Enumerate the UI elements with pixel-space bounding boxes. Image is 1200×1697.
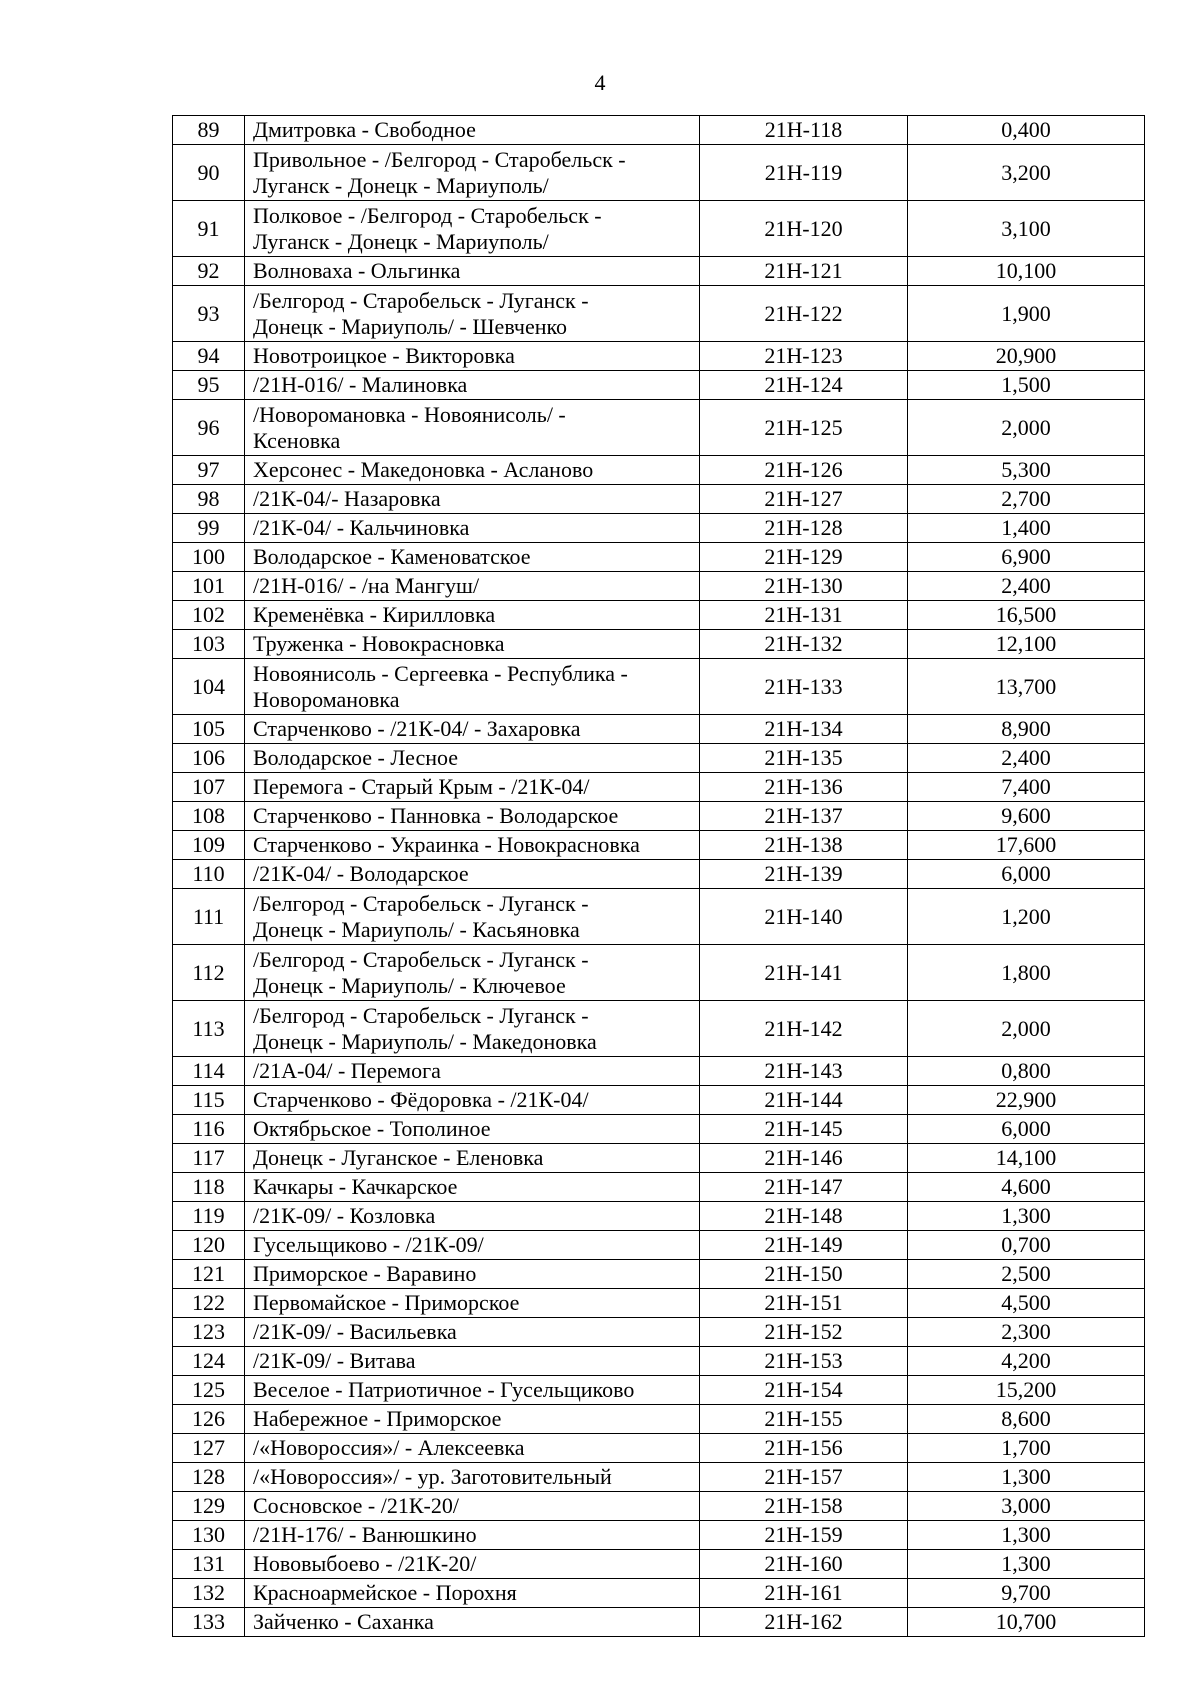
- road-name-cell: Дмитровка - Свободное: [245, 116, 700, 145]
- road-code-cell: 21Н-148: [700, 1202, 908, 1231]
- road-length-cell: 1,300: [908, 1550, 1145, 1579]
- row-number-cell: 108: [173, 802, 245, 831]
- road-code-cell: 21Н-121: [700, 257, 908, 286]
- road-length-cell: 15,200: [908, 1376, 1145, 1405]
- road-name-cell: Октябрьское - Тополиное: [245, 1115, 700, 1144]
- table-row: [173, 831, 1145, 860]
- road-code-cell: 21Н-160: [700, 1550, 908, 1579]
- table-row: [173, 1463, 1145, 1492]
- row-number-cell: 118: [173, 1173, 245, 1202]
- road-length-cell: 2,000: [908, 400, 1145, 456]
- table-row: [173, 715, 1145, 744]
- roads-table-body: [173, 116, 1145, 1637]
- road-code-cell: 21Н-143: [700, 1057, 908, 1086]
- road-length-cell: 1,300: [908, 1202, 1145, 1231]
- table-row: [173, 773, 1145, 802]
- road-name-cell: /«Новороссия»/ - Алексеевка: [245, 1434, 700, 1463]
- road-name-cell: Волноваха - Ольгинка: [245, 257, 700, 286]
- table-row: [173, 1086, 1145, 1115]
- table-row: [173, 1144, 1145, 1173]
- road-code-cell: 21Н-132: [700, 630, 908, 659]
- road-code-cell: 21Н-120: [700, 201, 908, 257]
- page-number: 4: [594, 70, 606, 95]
- road-name-cell: /«Новороссия»/ - ур. Заготовительный: [245, 1463, 700, 1492]
- table-row: [173, 1521, 1145, 1550]
- road-length-cell: 1,900: [908, 286, 1145, 342]
- road-length-cell: 1,800: [908, 945, 1145, 1001]
- road-length-cell: 2,400: [908, 744, 1145, 773]
- road-length-cell: 1,500: [908, 371, 1145, 400]
- table-row: [173, 1550, 1145, 1579]
- road-name-cell: Полковое - /Белгород - Старобельск - Луганск - Донецк - Мариуполь/: [245, 201, 700, 257]
- road-length-cell: 1,200: [908, 889, 1145, 945]
- road-length-cell: 6,000: [908, 860, 1145, 889]
- road-length-cell: 0,400: [908, 116, 1145, 145]
- row-number-cell: 107: [173, 773, 245, 802]
- table-row: [173, 860, 1145, 889]
- road-name-cell: /21А-04/ - Перемога: [245, 1057, 700, 1086]
- road-name-cell: Старченково - /21К-04/ - Захаровка: [245, 715, 700, 744]
- table-row: [173, 1057, 1145, 1086]
- table-row: [173, 116, 1145, 145]
- table-row: [173, 1347, 1145, 1376]
- road-name-cell: /21К-09/ - Витава: [245, 1347, 700, 1376]
- road-length-cell: 1,300: [908, 1463, 1145, 1492]
- road-name-cell: Зайченко - Саханка: [245, 1608, 700, 1637]
- road-length-cell: 10,700: [908, 1608, 1145, 1637]
- road-code-cell: 21Н-135: [700, 744, 908, 773]
- table-row: [173, 257, 1145, 286]
- row-number-cell: 96: [173, 400, 245, 456]
- road-code-cell: 21Н-123: [700, 342, 908, 371]
- road-length-cell: 1,700: [908, 1434, 1145, 1463]
- road-length-cell: 14,100: [908, 1144, 1145, 1173]
- road-length-cell: 9,600: [908, 802, 1145, 831]
- road-name-cell: Перемога - Старый Крым - /21К-04/: [245, 773, 700, 802]
- row-number-cell: 90: [173, 145, 245, 201]
- road-name-cell: Новотроицкое - Викторовка: [245, 342, 700, 371]
- road-code-cell: 21Н-122: [700, 286, 908, 342]
- table-row: [173, 342, 1145, 371]
- road-length-cell: 20,900: [908, 342, 1145, 371]
- road-name-cell: /Белгород - Старобельск - Луганск - Донецк - Мариуполь/ - Шевченко: [245, 286, 700, 342]
- row-number-cell: 89: [173, 116, 245, 145]
- road-name-cell: /21К-04/- Назаровка: [245, 485, 700, 514]
- road-code-cell: 21Н-150: [700, 1260, 908, 1289]
- road-code-cell: 21Н-147: [700, 1173, 908, 1202]
- road-name-cell: Гусельщиково - /21К-09/: [245, 1231, 700, 1260]
- row-number-cell: 109: [173, 831, 245, 860]
- row-number-cell: 101: [173, 572, 245, 601]
- road-length-cell: 6,900: [908, 543, 1145, 572]
- road-name-cell: /21К-04/ - Володарское: [245, 860, 700, 889]
- table-row: [173, 145, 1145, 201]
- road-code-cell: 21Н-162: [700, 1608, 908, 1637]
- road-name-cell: Херсонес - Македоновка - Асланово: [245, 456, 700, 485]
- road-code-cell: 21Н-155: [700, 1405, 908, 1434]
- road-name-cell: Привольное - /Белгород - Старобельск - Луганск - Донецк - Мариуполь/: [245, 145, 700, 201]
- row-number-cell: 97: [173, 456, 245, 485]
- row-number-cell: 130: [173, 1521, 245, 1550]
- row-number-cell: 126: [173, 1405, 245, 1434]
- road-code-cell: 21Н-145: [700, 1115, 908, 1144]
- road-name-cell: Набережное - Приморское: [245, 1405, 700, 1434]
- road-name-cell: Старченково - Панновка - Володарское: [245, 802, 700, 831]
- row-number-cell: 102: [173, 601, 245, 630]
- road-name-cell: /21К-09/ - Козловка: [245, 1202, 700, 1231]
- row-number-cell: 94: [173, 342, 245, 371]
- road-code-cell: 21Н-118: [700, 116, 908, 145]
- road-length-cell: 17,600: [908, 831, 1145, 860]
- road-length-cell: 16,500: [908, 601, 1145, 630]
- road-name-cell: Первомайское - Приморское: [245, 1289, 700, 1318]
- table-row: [173, 201, 1145, 257]
- road-length-cell: 12,100: [908, 630, 1145, 659]
- road-name-cell: /Белгород - Старобельск - Луганск - Донецк - Мариуполь/ - Ключевое: [245, 945, 700, 1001]
- road-code-cell: 21Н-141: [700, 945, 908, 1001]
- row-number-cell: 122: [173, 1289, 245, 1318]
- row-number-cell: 119: [173, 1202, 245, 1231]
- road-code-cell: 21Н-151: [700, 1289, 908, 1318]
- road-code-cell: 21Н-139: [700, 860, 908, 889]
- road-name-cell: Сосновское - /21К-20/: [245, 1492, 700, 1521]
- road-name-cell: /Белгород - Старобельск - Луганск - Донецк - Мариуполь/ - Македоновка: [245, 1001, 700, 1057]
- road-code-cell: 21Н-133: [700, 659, 908, 715]
- road-code-cell: 21Н-129: [700, 543, 908, 572]
- road-code-cell: 21Н-131: [700, 601, 908, 630]
- row-number-cell: 113: [173, 1001, 245, 1057]
- road-name-cell: Кременёвка - Кирилловка: [245, 601, 700, 630]
- row-number-cell: 129: [173, 1492, 245, 1521]
- table-row: [173, 1376, 1145, 1405]
- table-row: [173, 1289, 1145, 1318]
- table-row: [173, 371, 1145, 400]
- road-name-cell: Старченково - Фёдоровка - /21К-04/: [245, 1086, 700, 1115]
- road-name-cell: Качкары - Качкарское: [245, 1173, 700, 1202]
- row-number-cell: 95: [173, 371, 245, 400]
- road-name-cell: /21Н-016/ - Малиновка: [245, 371, 700, 400]
- row-number-cell: 127: [173, 1434, 245, 1463]
- row-number-cell: 132: [173, 1579, 245, 1608]
- road-length-cell: 2,000: [908, 1001, 1145, 1057]
- road-code-cell: 21Н-124: [700, 371, 908, 400]
- row-number-cell: 98: [173, 485, 245, 514]
- table-row: [173, 1115, 1145, 1144]
- row-number-cell: 93: [173, 286, 245, 342]
- table-row: [173, 1579, 1145, 1608]
- row-number-cell: 115: [173, 1086, 245, 1115]
- roads-table: [172, 115, 1145, 1637]
- table-row: [173, 286, 1145, 342]
- table-row: [173, 485, 1145, 514]
- road-code-cell: 21Н-152: [700, 1318, 908, 1347]
- table-row: [173, 1608, 1145, 1637]
- row-number-cell: 92: [173, 257, 245, 286]
- row-number-cell: 117: [173, 1144, 245, 1173]
- row-number-cell: 114: [173, 1057, 245, 1086]
- road-length-cell: 4,200: [908, 1347, 1145, 1376]
- road-name-cell: /21Н-016/ - /на Мангуш/: [245, 572, 700, 601]
- road-length-cell: 6,000: [908, 1115, 1145, 1144]
- road-name-cell: /Белгород - Старобельск - Луганск - Донецк - Мариуполь/ - Касьяновка: [245, 889, 700, 945]
- road-length-cell: 3,000: [908, 1492, 1145, 1521]
- road-code-cell: 21Н-136: [700, 773, 908, 802]
- road-length-cell: 3,100: [908, 201, 1145, 257]
- road-code-cell: 21Н-130: [700, 572, 908, 601]
- table-row: [173, 601, 1145, 630]
- row-number-cell: 120: [173, 1231, 245, 1260]
- road-length-cell: 8,600: [908, 1405, 1145, 1434]
- road-length-cell: 1,300: [908, 1521, 1145, 1550]
- table-row: [173, 1260, 1145, 1289]
- road-code-cell: 21Н-159: [700, 1521, 908, 1550]
- row-number-cell: 123: [173, 1318, 245, 1347]
- road-length-cell: 13,700: [908, 659, 1145, 715]
- road-code-cell: 21Н-153: [700, 1347, 908, 1376]
- road-code-cell: 21Н-140: [700, 889, 908, 945]
- road-length-cell: 2,300: [908, 1318, 1145, 1347]
- road-code-cell: 21Н-161: [700, 1579, 908, 1608]
- row-number-cell: 104: [173, 659, 245, 715]
- road-length-cell: 2,700: [908, 485, 1145, 514]
- road-length-cell: 22,900: [908, 1086, 1145, 1115]
- road-length-cell: 4,600: [908, 1173, 1145, 1202]
- table-row: [173, 659, 1145, 715]
- road-name-cell: Нововыбоево - /21К-20/: [245, 1550, 700, 1579]
- road-length-cell: 5,300: [908, 456, 1145, 485]
- road-name-cell: Труженка - Новокрасновка: [245, 630, 700, 659]
- road-code-cell: 21Н-134: [700, 715, 908, 744]
- road-length-cell: 10,100: [908, 257, 1145, 286]
- road-name-cell: Володарское - Каменоватское: [245, 543, 700, 572]
- table-row: [173, 1001, 1145, 1057]
- table-row: [173, 1405, 1145, 1434]
- road-code-cell: 21Н-154: [700, 1376, 908, 1405]
- table-row: [173, 630, 1145, 659]
- road-name-cell: Новоянисоль - Сергеевка - Республика - Новоромановка: [245, 659, 700, 715]
- road-code-cell: 21Н-146: [700, 1144, 908, 1173]
- road-name-cell: Володарское - Лесное: [245, 744, 700, 773]
- road-code-cell: 21Н-127: [700, 485, 908, 514]
- table-row: [173, 400, 1145, 456]
- road-code-cell: 21Н-137: [700, 802, 908, 831]
- road-name-cell: /Новоромановка - Новоянисоль/ - Ксеновка: [245, 400, 700, 456]
- road-name-cell: /21К-09/ - Васильевка: [245, 1318, 700, 1347]
- road-name-cell: Приморское - Варавино: [245, 1260, 700, 1289]
- road-name-cell: /21К-04/ - Кальчиновка: [245, 514, 700, 543]
- road-name-cell: Веселое - Патриотичное - Гусельщиково: [245, 1376, 700, 1405]
- table-row: [173, 945, 1145, 1001]
- row-number-cell: 106: [173, 744, 245, 773]
- row-number-cell: 103: [173, 630, 245, 659]
- row-number-cell: 125: [173, 1376, 245, 1405]
- road-name-cell: Донецк - Луганское - Еленовка: [245, 1144, 700, 1173]
- row-number-cell: 100: [173, 543, 245, 572]
- row-number-cell: 131: [173, 1550, 245, 1579]
- road-length-cell: 2,500: [908, 1260, 1145, 1289]
- row-number-cell: 91: [173, 201, 245, 257]
- road-code-cell: 21Н-157: [700, 1463, 908, 1492]
- table-row: [173, 744, 1145, 773]
- table-row: [173, 802, 1145, 831]
- road-length-cell: 0,800: [908, 1057, 1145, 1086]
- road-code-cell: 21Н-119: [700, 145, 908, 201]
- table-row: [173, 572, 1145, 601]
- road-code-cell: 21Н-138: [700, 831, 908, 860]
- road-length-cell: 7,400: [908, 773, 1145, 802]
- table-row: [173, 456, 1145, 485]
- table-row: [173, 1492, 1145, 1521]
- road-length-cell: 3,200: [908, 145, 1145, 201]
- table-row: [173, 1173, 1145, 1202]
- row-number-cell: 121: [173, 1260, 245, 1289]
- road-length-cell: 4,500: [908, 1289, 1145, 1318]
- row-number-cell: 105: [173, 715, 245, 744]
- road-length-cell: 1,400: [908, 514, 1145, 543]
- road-name-cell: /21Н-176/ - Ванюшкино: [245, 1521, 700, 1550]
- row-number-cell: 128: [173, 1463, 245, 1492]
- road-code-cell: 21Н-125: [700, 400, 908, 456]
- row-number-cell: 116: [173, 1115, 245, 1144]
- road-length-cell: 9,700: [908, 1579, 1145, 1608]
- road-code-cell: 21Н-126: [700, 456, 908, 485]
- row-number-cell: 112: [173, 945, 245, 1001]
- table-row: [173, 543, 1145, 572]
- road-code-cell: 21Н-128: [700, 514, 908, 543]
- table-row: [173, 1231, 1145, 1260]
- row-number-cell: 133: [173, 1608, 245, 1637]
- road-code-cell: 21Н-144: [700, 1086, 908, 1115]
- road-name-cell: Красноармейское - Порохня: [245, 1579, 700, 1608]
- road-code-cell: 21Н-158: [700, 1492, 908, 1521]
- row-number-cell: 124: [173, 1347, 245, 1376]
- road-code-cell: 21Н-156: [700, 1434, 908, 1463]
- table-row: [173, 1318, 1145, 1347]
- road-name-cell: Старченково - Украинка - Новокрасновка: [245, 831, 700, 860]
- row-number-cell: 99: [173, 514, 245, 543]
- table-row: [173, 1202, 1145, 1231]
- road-length-cell: 2,400: [908, 572, 1145, 601]
- table-row: [173, 1434, 1145, 1463]
- table-row: [173, 514, 1145, 543]
- road-length-cell: 8,900: [908, 715, 1145, 744]
- row-number-cell: 110: [173, 860, 245, 889]
- road-code-cell: 21Н-142: [700, 1001, 908, 1057]
- table-row: [173, 889, 1145, 945]
- road-code-cell: 21Н-149: [700, 1231, 908, 1260]
- row-number-cell: 111: [173, 889, 245, 945]
- road-length-cell: 0,700: [908, 1231, 1145, 1260]
